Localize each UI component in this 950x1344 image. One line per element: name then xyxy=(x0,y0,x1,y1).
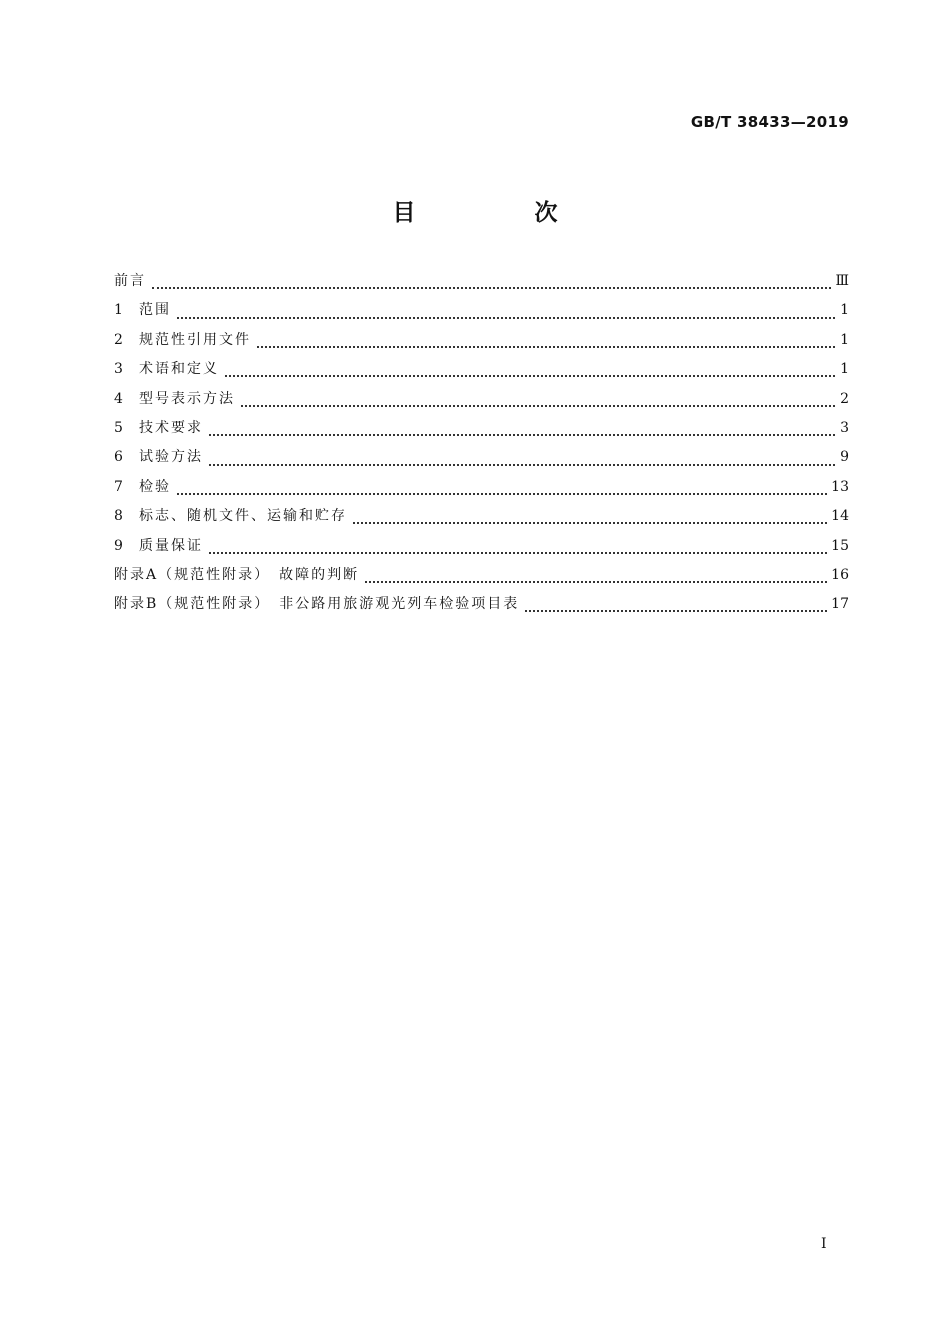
toc-leader-dots xyxy=(177,492,827,495)
toc-section-number: 6 xyxy=(114,449,123,466)
toc-page-number: 17 xyxy=(831,596,849,613)
toc-label: 规范性引用文件 xyxy=(139,331,251,348)
toc-label: 试验方法 xyxy=(139,449,203,466)
toc-entry-2[interactable] xyxy=(114,329,849,358)
toc-leader-dots xyxy=(209,463,835,466)
toc-section-number: 2 xyxy=(114,331,123,348)
toc-label: 附录B（规范性附录） 非公路用旅游观光列车检验项目表 xyxy=(114,596,520,613)
toc-leader-dots xyxy=(257,345,835,348)
toc-label: 技术要求 xyxy=(139,419,203,436)
toc-section-number: 7 xyxy=(114,478,123,495)
toc-page-number: 13 xyxy=(831,478,849,495)
toc-entry-9[interactable] xyxy=(114,535,849,564)
toc-entry-6[interactable] xyxy=(114,446,849,475)
toc-page-number: Ⅲ xyxy=(835,273,849,289)
toc-page-number: 14 xyxy=(831,508,849,525)
toc-section-number: 1 xyxy=(114,302,123,319)
toc-page-number: 1 xyxy=(840,361,849,378)
toc-entry-preface[interactable] xyxy=(114,270,849,299)
toc-entry-1[interactable] xyxy=(114,299,849,328)
toc-entry-7[interactable] xyxy=(114,476,849,505)
toc-page-number: 16 xyxy=(831,566,849,583)
standard-code: GB/T 38433—2019 xyxy=(690,113,849,131)
toc-section-number: 9 xyxy=(114,537,123,554)
toc-label: 质量保证 xyxy=(139,537,203,554)
toc-section-number: 5 xyxy=(114,419,123,436)
toc-leader-dots xyxy=(225,374,835,377)
toc-label: 附录A（规范性附录） 故障的判断 xyxy=(114,566,360,583)
toc-section-number: 3 xyxy=(114,361,123,378)
toc-page-number: 15 xyxy=(831,537,849,554)
table-of-contents xyxy=(114,270,849,623)
toc-leader-dots xyxy=(365,580,827,583)
toc-leader-dots xyxy=(209,551,827,554)
toc-label: 术语和定义 xyxy=(139,361,219,378)
toc-leader-dots xyxy=(241,404,835,407)
page-number: I xyxy=(821,1236,827,1252)
toc-label: 标志、随机文件、运输和贮存 xyxy=(139,508,347,525)
toc-section-number: 4 xyxy=(114,390,123,407)
toc-label: 检验 xyxy=(139,478,171,495)
toc-leader-dots xyxy=(525,609,827,612)
toc-label: 前言 xyxy=(114,273,146,289)
toc-entry-4[interactable] xyxy=(114,388,849,417)
toc-page-number: 3 xyxy=(840,419,849,436)
toc-section-number: 8 xyxy=(114,508,123,525)
toc-leader-dots xyxy=(177,316,835,319)
toc-leader-dots xyxy=(353,521,827,524)
page-title: 目 次 xyxy=(392,200,606,226)
toc-leader-dots xyxy=(209,433,835,436)
toc-leader-dots xyxy=(152,286,831,289)
toc-entry-appendix-b[interactable] xyxy=(114,593,849,622)
toc-entry-8[interactable] xyxy=(114,505,849,534)
toc-page-number: 2 xyxy=(840,390,849,407)
toc-page-number: 1 xyxy=(840,302,849,319)
toc-entry-appendix-a[interactable] xyxy=(114,564,849,593)
toc-entry-3[interactable] xyxy=(114,358,849,387)
toc-label: 型号表示方法 xyxy=(139,390,235,407)
toc-page-number: 9 xyxy=(840,449,849,466)
toc-page-number: 1 xyxy=(840,331,849,348)
toc-entry-5[interactable] xyxy=(114,417,849,446)
toc-label: 范围 xyxy=(139,302,171,319)
